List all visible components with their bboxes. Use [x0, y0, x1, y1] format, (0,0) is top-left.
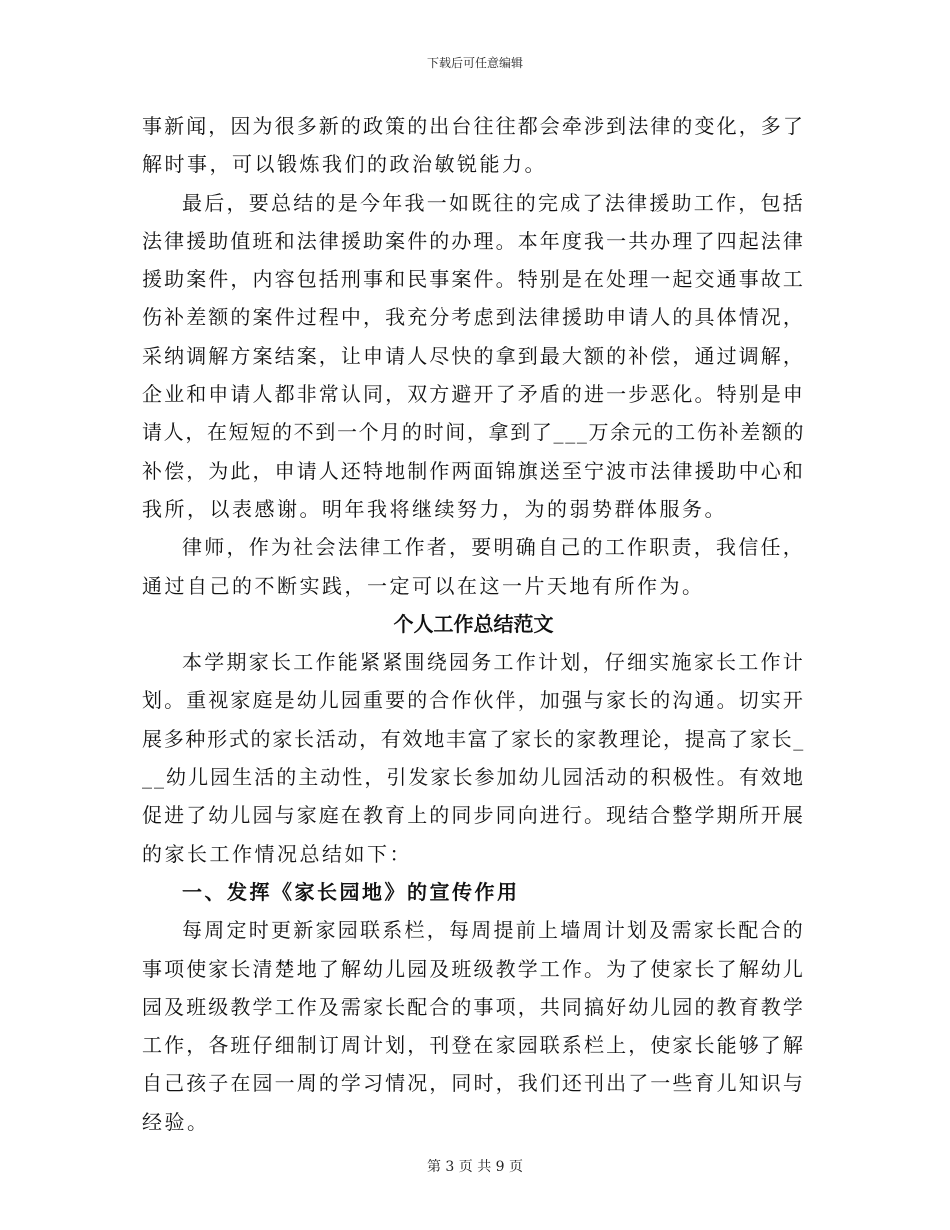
text-line: [142, 375, 805, 413]
line-text: 企业和申请人都非常认同，双方避开了矛盾的进一步恶化。特别是申: [142, 382, 805, 407]
text-line: [142, 528, 805, 566]
text-line: [142, 796, 805, 834]
line-text: 我所，以表感谢。明年我将继续努力，为的弱势群体服务。: [142, 496, 727, 521]
text-line: [142, 1103, 805, 1141]
section-heading: [142, 873, 805, 911]
text-line: [142, 567, 805, 605]
line-text: 事项使家长清楚地了解幼儿园及班级教学工作。为了使家长了解幼儿: [142, 956, 805, 981]
document-body: [142, 107, 805, 1141]
line-text: 工作，各班仔细制订周计划，刊登在家园联系栏上，使家长能够了解: [142, 1033, 805, 1058]
text-line: [142, 1064, 805, 1102]
line-text: 补偿，为此，申请人还特地制作两面锦旗送至宁波市法律援助中心和: [142, 458, 805, 483]
text-line: [142, 988, 805, 1026]
line-text: 经验。: [142, 1109, 210, 1134]
text-line: [142, 222, 805, 260]
line-text: 园及班级教学工作及需家长配合的事项，共同搞好幼儿园的教育教学: [142, 994, 805, 1019]
text-line: [142, 298, 805, 336]
line-text: 事新闻，因为很多新的政策的出台往往都会牵涉到法律的变化，多了: [142, 114, 805, 138]
text-line: [142, 835, 805, 873]
text-line: [142, 681, 805, 719]
text-line: [142, 413, 805, 451]
line-text: 一、发挥《家长园地》的宣传作用: [182, 879, 520, 904]
line-text: 伤补差额的案件过程中，我充分考虑到法律援助申请人的具体情况，: [142, 305, 805, 330]
line-text: 展多种形式的家长活动，有效地丰富了家长的家教理论，提高了家长_: [142, 726, 806, 751]
text-line: [142, 337, 805, 375]
text-line: [142, 260, 805, 298]
page-footer: 第 3 页 共 9 页: [426, 1159, 524, 1175]
text-line: [142, 758, 805, 796]
line-text: 促进了幼儿园与家庭在教育上的同步同向进行。现结合整学期所开展: [142, 803, 805, 828]
line-text: __幼儿园生活的主动性，引发家长参加幼儿园活动的积极性。有效地: [142, 765, 805, 790]
text-line: [142, 107, 805, 145]
page-header: 下载后可任意编辑: [426, 56, 523, 70]
line-text: 解时事，可以锻炼我们的政治敏锐能力。: [142, 152, 547, 177]
line-text: 的家长工作情况总结如下：: [142, 841, 412, 866]
line-text: 划。重视家庭是幼儿园重要的合作伙伴，加强与家长的沟通。切实开: [142, 688, 805, 713]
line-text: 采纳调解方案结案，让申请人尽快的拿到最大额的补偿，通过调解，: [142, 343, 805, 368]
text-line: [142, 911, 805, 949]
line-text: 律师，作为社会法律工作者，要明确自己的工作职责，我信任，: [182, 535, 805, 560]
line-text: 援助案件，内容包括刑事和民事案件。特别是在处理一起交通事故工: [142, 267, 805, 292]
line-text: 本学期家长工作能紧紧围绕园务工作计划，仔细实施家长工作计: [182, 650, 805, 675]
text-line: [142, 643, 805, 681]
text-line: [142, 145, 805, 183]
line-text: 每周定时更新家园联系栏，每周提前上墙周计划及需家长配合的: [182, 918, 805, 943]
line-text: 通过自己的不断实践，一定可以在这一片天地有所作为。: [142, 573, 705, 598]
section-title: 个人工作总结范文: [393, 611, 554, 636]
line-text: 请人，在短短的不到一个月的时间，拿到了___万余元的工伤补差额的: [142, 420, 806, 445]
text-line: [142, 1026, 805, 1064]
line-text: 最后，要总结的是今年我一如既往的完成了法律援助工作，包括: [182, 190, 805, 215]
text-line: [142, 720, 805, 758]
text-line: [142, 184, 805, 222]
line-text: 自己孩子在园一周的学习情况，同时，我们还刊出了一些育儿知识与: [142, 1071, 805, 1096]
text-line: [142, 490, 805, 528]
line-text: 法律援助值班和法律援助案件的办理。本年度我一共办理了四起法律: [142, 228, 805, 253]
text-line: [142, 950, 805, 988]
text-line: [142, 452, 805, 490]
